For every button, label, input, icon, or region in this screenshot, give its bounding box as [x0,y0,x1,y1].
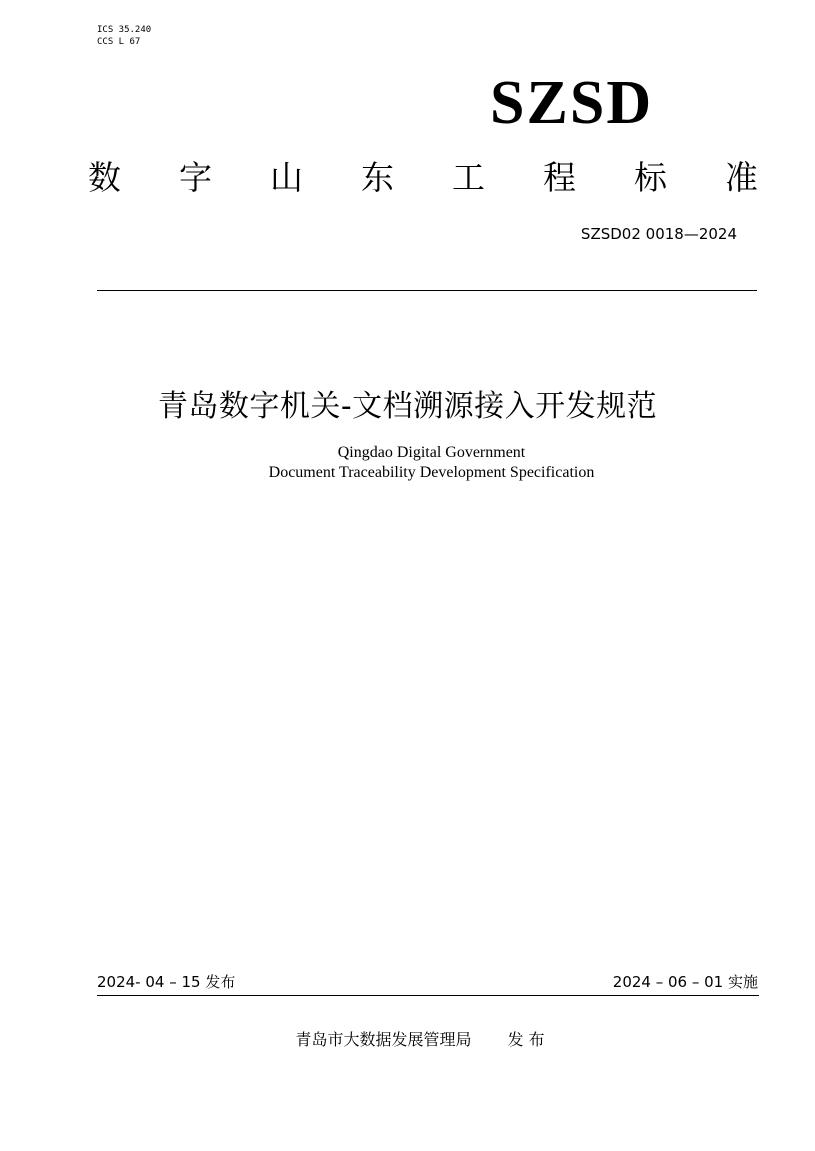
ccs-code: CCS L 67 [97,37,141,47]
standard-type-char: 东 [361,158,394,197]
standard-type-char: 标 [634,158,667,197]
document-title-english [0,443,815,483]
issuer-action: 发 布 [507,1030,545,1049]
standard-type-char: 字 [179,158,212,197]
implementation-date: 2024 – 06 – 01 实施 [612,973,758,991]
standard-type-char: 数 [88,158,121,197]
document-title: 青岛数字机关-文档溯源接入开发规范 [157,389,658,424]
standard-number: SZSD02 0018—2024 [580,225,737,243]
issue-date: 2024- 04 – 15 发布 [97,973,236,991]
english-title-line-2: Document Traceability Development Specification [268,464,595,481]
standard-type-title [88,155,758,201]
ics-code: ICS 35.240 [97,25,152,35]
classification-codes [97,24,151,48]
issuer-line [0,1029,815,1051]
standard-type-char: 工 [452,158,485,197]
issuer-name: 青岛市大数据发展管理局 [295,1030,472,1049]
standard-logo: SZSD [490,69,654,137]
standard-type-char: 准 [725,158,758,197]
standard-type-char: 山 [270,158,303,197]
english-title-line-1: Qingdao Digital Government [337,444,526,461]
footer-divider [97,995,759,996]
header-divider [97,290,757,291]
standard-type-char: 程 [543,158,576,197]
